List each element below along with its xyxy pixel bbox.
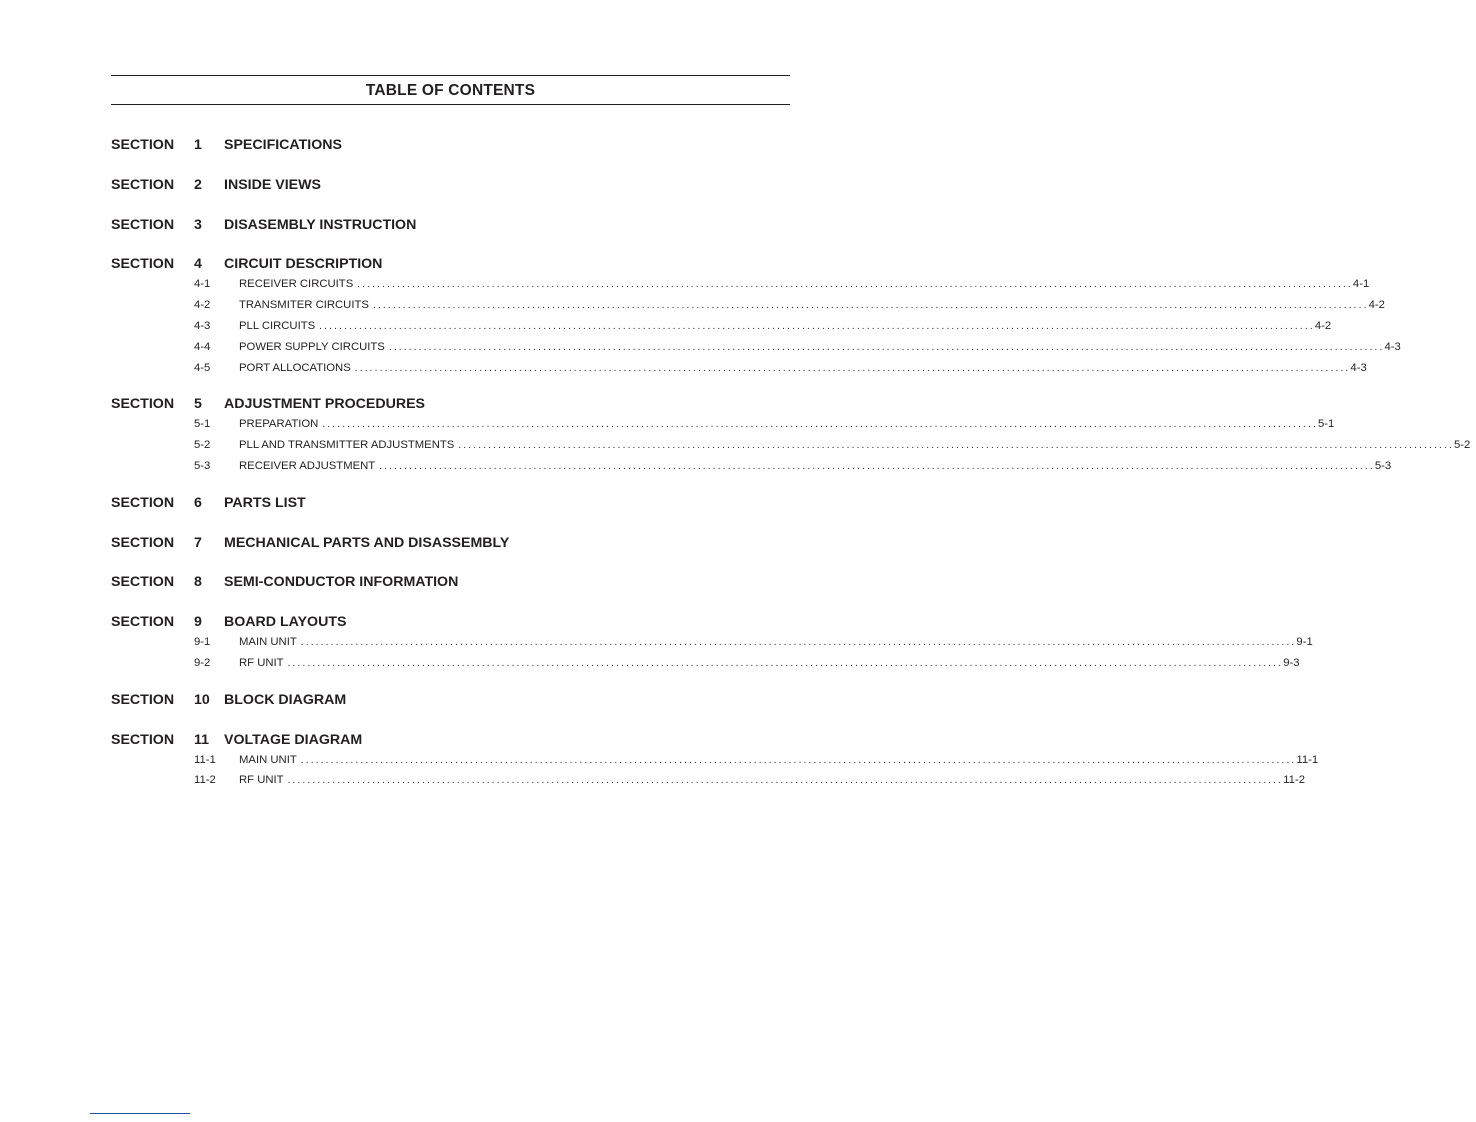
subsection-page: 11-2 [1283,774,1306,787]
subsection-list [111,632,1313,674]
subsection-number: 4-4 [194,340,211,353]
bottom-rule [111,104,790,105]
top-rule [111,75,790,76]
subsection-title: RECEIVER ADJUSTMENT [239,459,376,472]
section-number: 5 [194,396,202,413]
section-label: SECTION [111,137,175,153]
section-heading[interactable] [111,572,790,592]
section-heading[interactable] [111,533,790,553]
subsection-page: 5-3 [1374,459,1392,472]
dot-leader: ........................................................................................................................................................................................................ [458,440,1454,452]
section-number: 9 [194,614,202,631]
subsection-page: 4-2 [1314,319,1332,332]
section-title: CIRCUIT DESCRIPTION [224,256,383,273]
subsection-entry[interactable] [111,316,1332,337]
subsection-title: TRANSMITER CIRCUITS [239,299,369,312]
toc-section-6 [111,493,790,513]
section-title: PARTS LIST [224,494,306,511]
section-label: SECTION [111,691,175,708]
subsection-number: 5-2 [194,439,211,452]
subsection-title: PLL AND TRANSMITTER ADJUSTMENTS [239,439,455,452]
subsection-list [111,274,1401,378]
subsection-title: RF UNIT [239,774,284,787]
footer-link-underline[interactable] [90,1113,190,1114]
section-number: 1 [194,137,202,153]
subsection-entry[interactable] [111,632,1313,653]
section-label: SECTION [111,176,175,193]
subsection-entry[interactable] [111,295,1385,316]
section-label: SECTION [111,256,175,273]
subsection-list [111,750,1319,792]
section-number: 6 [194,494,202,511]
toc-section-2 [111,175,790,195]
dot-leader: ........................................................................................................................................................................................................ [357,279,1353,291]
subsection-page: 9-3 [1283,656,1300,669]
subsection-title: RECEIVER CIRCUITS [239,278,354,291]
subsection-title: PREPARATION [239,418,319,431]
table-of-contents [111,135,1471,807]
toc-section-1 [111,135,790,155]
section-label: SECTION [111,574,175,591]
subsection-entry[interactable] [111,770,1306,791]
subsection-title: POWER SUPPLY CIRCUITS [239,340,385,353]
section-title: BOARD LAYOUTS [224,614,347,631]
toc-section-4 [111,254,1401,378]
subsection-title: MAIN UNIT [239,753,297,766]
subsection-number: 11-2 [194,774,216,787]
section-heading[interactable] [111,175,790,195]
subsection-number: 5-3 [194,459,211,472]
section-number: 3 [194,216,202,233]
toc-section-7 [111,533,790,553]
subsection-list [111,414,1471,476]
section-number: 8 [194,574,202,591]
section-number: 7 [194,534,202,551]
section-title: SPECIFICATIONS [224,137,342,153]
toc-section-11 [111,730,1319,792]
subsection-entry[interactable] [111,414,1335,435]
subsection-entry[interactable] [111,750,1319,771]
subsection-number: 4-1 [194,278,211,291]
subsection-entry[interactable] [111,435,1471,456]
subsection-number: 4-3 [194,319,211,332]
subsection-page: 4-2 [1368,299,1385,312]
subsection-entry[interactable] [111,274,1370,295]
subsection-number: 5-1 [194,418,211,431]
section-label: SECTION [111,396,175,413]
subsection-title: PORT ALLOCATIONS [239,361,351,374]
section-heading[interactable] [111,135,790,155]
dot-leader: ........................................................................................................................................................................................................ [300,754,1297,766]
section-number: 11 [194,731,209,748]
section-number: 10 [194,691,210,708]
section-title: VOLTAGE DIAGRAM [224,731,363,748]
section-number: 2 [194,176,202,193]
dot-leader: ........................................................................................................................................................................................................ [287,657,1284,669]
section-title: SEMI-CONDUCTOR INFORMATION [224,574,459,591]
section-number: 4 [194,256,202,273]
dot-leader: ........................................................................................................................................................................................................ [379,460,1375,472]
subsection-entry[interactable] [111,358,1367,379]
toc-section-5 [111,394,1471,476]
section-label: SECTION [111,534,175,551]
section-label: SECTION [111,494,175,511]
subsection-page: 5-2 [1453,439,1471,452]
toc-section-8 [111,572,790,592]
section-title: MECHANICAL PARTS AND DISASSEMBLY [224,534,510,551]
subsection-number: 9-2 [194,656,211,669]
subsection-title: RF UNIT [239,656,284,669]
subsection-page: 4-3 [1350,361,1367,374]
section-title: DISASEMBLY INSTRUCTION [224,216,417,233]
section-label: SECTION [111,731,175,748]
section-heading[interactable] [111,215,790,235]
subsection-number: 4-5 [194,361,211,374]
subsection-entry[interactable] [111,337,1401,358]
subsection-title: MAIN UNIT [239,636,297,649]
dot-leader: ........................................................................................................................................................................................................ [372,300,1369,312]
dot-leader: ........................................................................................................................................................................................................ [300,637,1297,649]
subsection-entry[interactable] [111,653,1300,674]
section-heading[interactable] [111,612,790,632]
subsection-title: PLL CIRCUITS [239,319,316,332]
page-title: TABLE OF CONTENTS [365,82,536,99]
section-heading[interactable] [111,690,790,710]
section-heading[interactable] [111,493,790,513]
section-title: BLOCK DIAGRAM [224,691,347,708]
section-label: SECTION [111,614,175,631]
dot-leader: ........................................................................................................................................................................................................ [388,341,1385,353]
subsection-page: 4-3 [1384,340,1401,353]
toc-section-10 [111,690,790,710]
subsection-page: 5-1 [1317,418,1335,431]
dot-leader: ........................................................................................................................................................................................................ [322,419,1318,431]
section-title: ADJUSTMENT PROCEDURES [224,396,426,413]
subsection-number: 4-2 [194,299,211,312]
section-heading[interactable] [111,730,790,750]
dot-leader: ........................................................................................................................................................................................................ [354,362,1351,374]
subsection-page: 11-1 [1296,753,1319,766]
subsection-page: 4-1 [1352,278,1370,291]
section-heading[interactable] [111,394,790,414]
section-title: INSIDE VIEWS [224,176,321,193]
subsection-number: 9-1 [194,636,211,649]
section-heading[interactable] [111,254,790,274]
dot-leader: ........................................................................................................................................................................................................ [287,775,1284,787]
subsection-page: 9-1 [1296,636,1313,649]
toc-section-3 [111,215,790,235]
section-label: SECTION [111,216,175,233]
subsection-number: 11-1 [194,753,216,766]
subsection-entry[interactable] [111,456,1392,477]
dot-leader: ........................................................................................................................................................................................................ [319,320,1315,332]
toc-section-9 [111,612,1313,674]
